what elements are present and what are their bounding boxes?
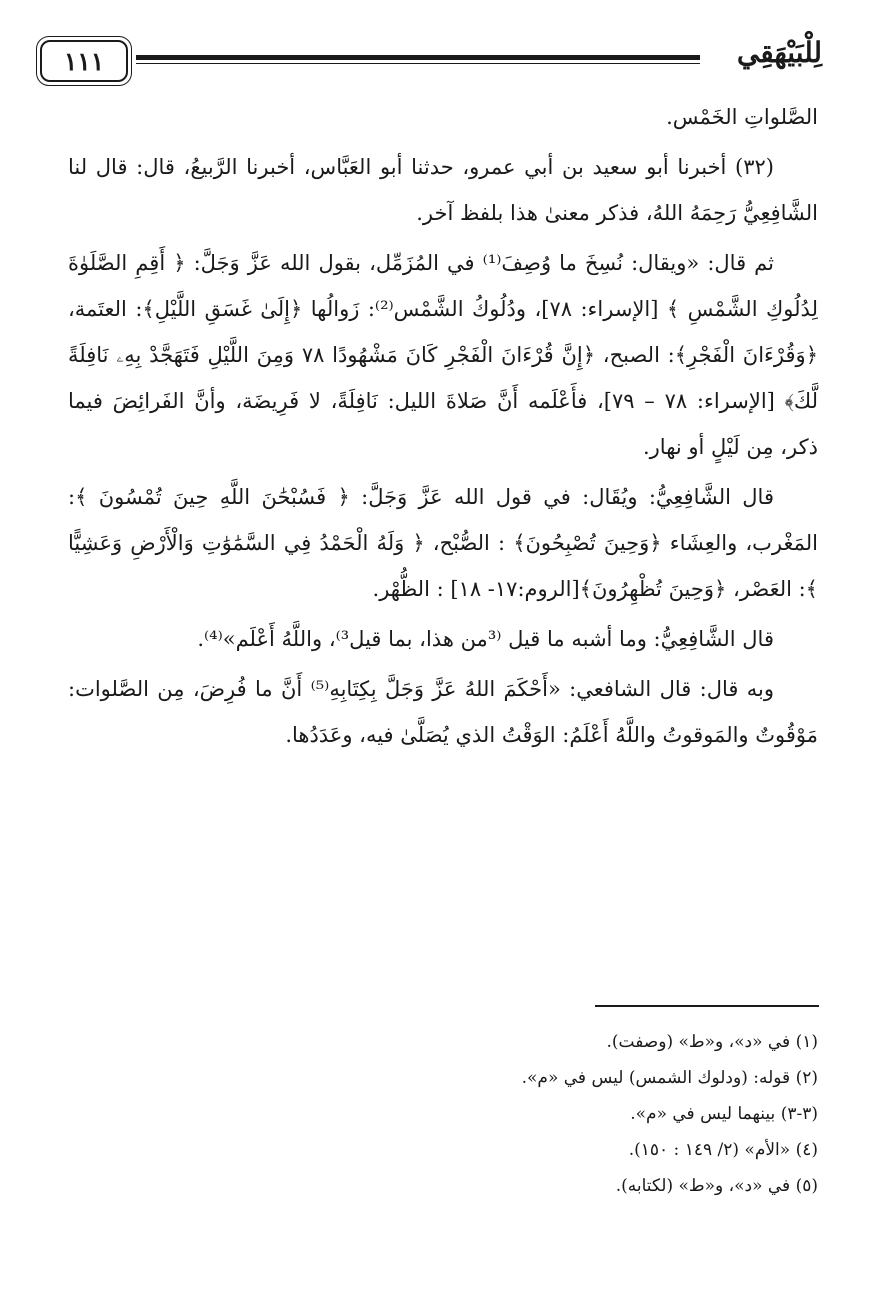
paragraph-shafii-conclusion: قال الشَّافِعِيُّ: وما أشبه ما قيل ⁽³من هذا، بما قيل³⁾، واللَّهُ أَعْلَم»⁽⁴⁾. bbox=[197, 627, 774, 651]
footnote-4: (٤) «الأم» (٢/ ١٤٩ : ١٥٠). bbox=[628, 1140, 818, 1160]
paragraph-hadith-32: (٣٢) أخبرنا أبو سعيد بن أبي عمرو، حدثنا أبو العَبَّاس، أخبرنا الرَّبيعُ، قال: قال لنا الشَّافِعِيُّ رَحِمَهُ اللهُ، فذكر معنىٰ هذا بلفظ آخر. bbox=[68, 155, 818, 225]
footnote-1: (١) في «د»، و«ط» (وصفت). bbox=[606, 1032, 818, 1052]
main-text bbox=[68, 94, 818, 762]
paragraph-ahkam: وبه قال: قال الشافعي: «أَحْكَمَ اللهُ عَزَّ وَجَلَّ بِكِتَابِهِ⁽⁵⁾ أَنَّ ما فُرِضَ، مِن الصَّلوات: مَوْقُوتٌ والمَوقوتُ واللَّهُ أَعْلَمُ: الوَقْتُ الذي يُصَلَّىٰ فيه، وعَدَدُها. bbox=[68, 677, 818, 747]
running-title: لِلْبَيْهَقِي bbox=[736, 36, 822, 69]
paragraph-shafii-rum: قال الشَّافِعِيُّ: ويُقَال: في قول الله عَزَّ وَجَلَّ: ﴿ فَسُبْحَٰنَ اللَّهِ حِينَ تُمْسُونَ ﴾: المَغْرب، والعِشَاء ﴿وَحِينَ تُصْبِحُونَ﴾ : الصُّبْح، ﴿ وَلَهُ الْحَمْدُ فِي السَّمَٰوَٰتِ وَالْأَرْضِ وَعَشِيًّا ﴾: العَصْر، ﴿وَحِينَ تُظْهِرُونَ﴾[الروم:١٧- ١٨] : الظُّهْر. bbox=[68, 485, 818, 601]
header-rule-thin bbox=[136, 63, 700, 64]
footnote-2: (٢) قوله: (ودلوك الشمس) ليس في «م». bbox=[521, 1068, 818, 1088]
footnotes bbox=[68, 1024, 818, 1204]
page-header bbox=[38, 38, 828, 90]
header-rule bbox=[136, 55, 700, 60]
footnote-separator bbox=[595, 1005, 819, 1007]
page-number: ١١١ bbox=[40, 40, 128, 82]
paragraph-quote-naskh: ثم قال: «ويقال: نُسِخَ ما وُصِفَ⁽¹⁾ في المُزَمِّل، بقول الله عَزَّ وَجَلَّ: ﴿ أَقِمِ الصَّلَوٰةَ لِدُلُوكِ الشَّمْسِ ﴾ [الإسراء: ٧٨]، ودُلُوكُ الشَّمْس⁽²⁾: زَوالُها ﴿إِلَىٰ غَسَقِ اللَّيْلِ﴾: العتَمة، ﴿وَقُرْءَانَ الْفَجْرِ﴾: الصبح، ﴿إِنَّ قُرْءَانَ الْفَجْرِ كَانَ مَشْهُودًا ٧٨ وَمِنَ اللَّيْلِ فَتَهَجَّدْ بِهِۦ نَافِلَةً لَّكَ﴾ [الإسراء: ٧٨ – ٧٩]، فأَعْلَمه أَنَّ صَلاةَ الليل: نَافِلَةً، لا فَرِيضَة، وأنَّ الفَرائِضَ فيما ذكر، مِن لَيْلٍ أو نهار. bbox=[68, 251, 819, 459]
footnote-3: (٣-٣) بينهما ليس في «م». bbox=[630, 1104, 818, 1124]
paragraph-continuation: الصَّلواتِ الخَمْس. bbox=[666, 105, 818, 129]
footnote-5: (٥) في «د»، و«ط» (لكتابه). bbox=[615, 1176, 818, 1196]
